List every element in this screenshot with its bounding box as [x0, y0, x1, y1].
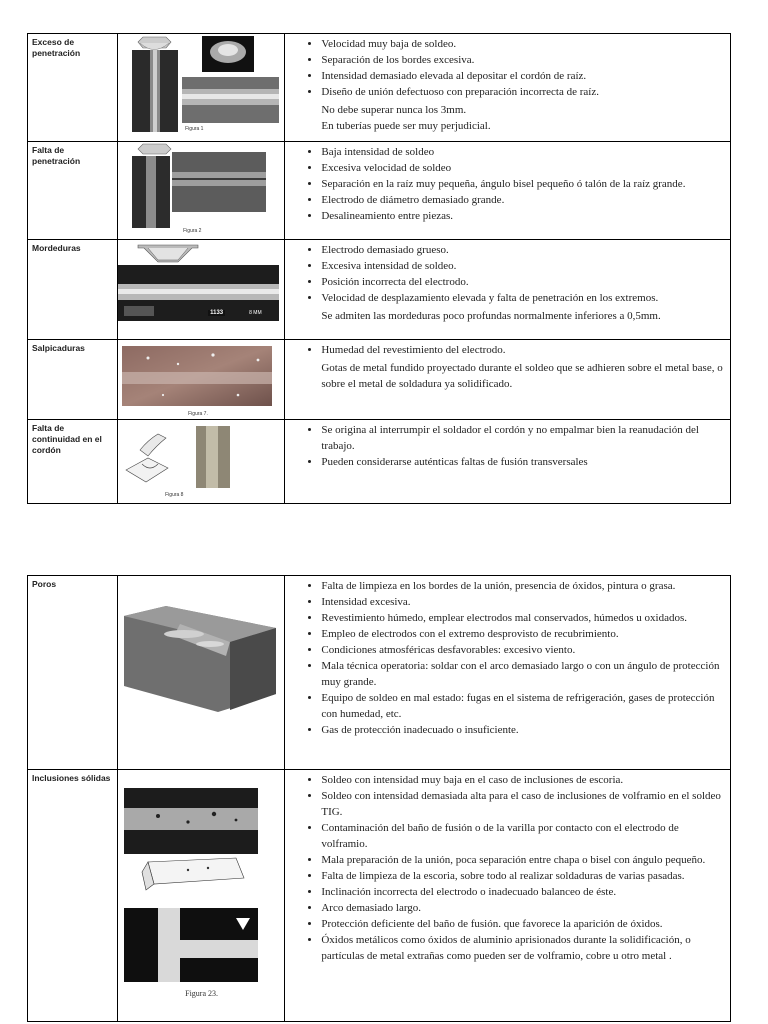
defect-label-cell	[28, 770, 118, 1022]
defect-image-cell	[118, 420, 285, 504]
defect-causes-cell	[285, 340, 731, 420]
lack-of-penetration-figure	[118, 142, 285, 240]
defect-label-cell	[28, 420, 118, 504]
cause-item: • Diseño de unión defectuoso con preparación incorrecta de raíz.	[321, 84, 726, 100]
cause-item: • Condiciones atmosféricas desfavorables: excesivo viento.	[321, 642, 726, 658]
defect-image-cell	[118, 576, 285, 770]
cause-item: • Separación en la raíz muy pequeña, ángulo bisel pequeño ó talón de la raíz grande.	[321, 176, 726, 192]
defect-name: Inclusiones sólidas	[32, 773, 111, 783]
cause-item: • Revestimiento húmedo, emplear electrodos mal conservados, húmedos u oxidados.	[321, 610, 726, 626]
causes-list	[285, 142, 730, 226]
cause-item: • Excesiva intensidad de soldeo.	[321, 258, 726, 274]
cause-item: • Velocidad de desplazamiento elevada y falta de penetración en los extremos.	[321, 290, 726, 306]
table-row	[28, 240, 731, 340]
defect-image-cell	[118, 770, 285, 1022]
defects-table-2	[27, 575, 731, 1022]
defect-name: Mordeduras	[32, 243, 81, 253]
note-text: En tuberías puede ser muy perjudicial.	[321, 120, 491, 132]
cause-item: • Óxidos metálicos como óxidos de aluminio aprisionados durante la solidificación, o partículas de metal extrañas como pueden ser de volframio, cobre u otro metal .	[321, 932, 726, 964]
cause-item: • Posición incorrecta del electrodo.	[321, 274, 726, 290]
defect-causes-cell	[285, 770, 731, 1022]
cause-item: • Equipo de soldeo en mal estado: fugas en el sistema de refrigeración, gases de protección con humedad, etc.	[321, 690, 726, 722]
image-label: 8 MM	[249, 310, 262, 316]
cause-item: • Arco demasiado largo.	[321, 900, 726, 916]
cause-item: • Empleo de electrodos con el extremo desprovisto de recubrimiento.	[321, 626, 726, 642]
defect-image-cell	[118, 142, 285, 240]
defects-table-1	[27, 33, 731, 504]
note-text: Gotas de metal fundido proyectado durante el soldeo que se adhieren sobre el metal base, o sobre el metal de soldadura ya solidificado.	[321, 362, 723, 390]
spatter-figure	[118, 340, 285, 420]
defect-name: Poros	[32, 579, 57, 589]
cause-item: • Mala preparación de la unión, poca separación entre chapa o bisel con ángulo pequeño.	[321, 852, 726, 868]
table-row	[28, 420, 731, 504]
cause-item: • Soldeo con intensidad demasiada alta para el caso de inclusiones de volframio en el soldeo TIG.	[321, 788, 726, 820]
causes-list	[285, 576, 730, 740]
cause-item: • Pueden considerarse auténticas faltas de fusión transversales	[321, 454, 726, 470]
cause-item: • Excesiva velocidad de soldeo	[321, 160, 726, 176]
cause-item: • Desalineamiento entre piezas.	[321, 208, 726, 224]
image-label: 1133	[210, 310, 224, 316]
table-row	[28, 340, 731, 420]
figure-caption: Figura 7.	[188, 411, 208, 417]
table-row	[28, 770, 731, 1022]
cause-item: • Gas de protección inadecuado o insuficiente.	[321, 722, 726, 738]
cause-item: • Intensidad excesiva.	[321, 594, 726, 610]
undercut-figure	[118, 240, 285, 340]
defect-causes-cell	[285, 34, 731, 142]
defect-name: Falta de continuidad en el cordón	[32, 423, 102, 455]
table-row	[28, 576, 731, 770]
cause-item: • Falta de limpieza de la escoria, sobre todo al realizar soldaduras de varias pasadas.	[321, 868, 726, 884]
cause-item: • Contaminación del baño de fusión o de la varilla por contacto con el electrodo de volframio.	[321, 820, 726, 852]
cause-item: • Falta de limpieza en los bordes de la unión, presencia de óxidos, pintura o grasa.	[321, 578, 726, 594]
defect-causes-cell	[285, 240, 731, 340]
note-text: No debe superar nunca los 3mm.	[321, 104, 467, 116]
defect-label-cell	[28, 340, 118, 420]
defect-label-cell	[28, 240, 118, 340]
defect-label-cell	[28, 34, 118, 142]
table-row	[28, 142, 731, 240]
defect-image-cell	[118, 240, 285, 340]
cause-item: • Se origina al interrumpir el soldador el cordón y no empalmar bien la reanudación del trabajo.	[321, 422, 726, 454]
defect-label-cell	[28, 576, 118, 770]
defect-causes-cell	[285, 576, 731, 770]
causes-list	[285, 240, 730, 308]
table-row	[28, 34, 731, 142]
solid-inclusions-figure	[118, 770, 285, 1000]
cause-item: • Electrodo demasiado grueso.	[321, 242, 726, 258]
bead-discontinuity-figure	[118, 420, 285, 504]
defect-name: Salpicaduras	[32, 343, 85, 353]
defect-name: Falta de penetración	[32, 145, 81, 166]
cause-item: • Soldeo con intensidad muy baja en el caso de inclusiones de escoria.	[321, 772, 726, 788]
causes-list	[285, 420, 730, 472]
cause-item: • Intensidad demasiado elevada al depositar el cordón de raíz.	[321, 68, 726, 84]
defect-image-cell	[118, 34, 285, 142]
defect-causes-cell	[285, 420, 731, 504]
cause-item: • Separación de los bordes excesiva.	[321, 52, 726, 68]
defect-name: Exceso de penetración	[32, 37, 81, 58]
cause-item: • Inclinación incorrecta del electrodo o inadecuado balanceo de éste.	[321, 884, 726, 900]
figure-caption: Figura 2	[183, 228, 202, 234]
cause-item: • Electrodo de diámetro demasiado grande.	[321, 192, 726, 208]
defect-label-cell	[28, 142, 118, 240]
causes-list	[285, 34, 730, 102]
defect-image-cell	[118, 340, 285, 420]
defect-causes-cell	[285, 142, 731, 240]
causes-list	[285, 340, 730, 360]
porosity-figure	[118, 576, 285, 770]
cause-item: • Protección deficiente del baño de fusión. que favorece la aparición de óxidos.	[321, 916, 726, 932]
figure-caption: Figura 1	[185, 126, 204, 132]
figure-caption: Figura 23.	[185, 989, 219, 998]
cause-item: • Humedad del revestimiento del electrodo.	[321, 342, 726, 358]
causes-list	[285, 770, 730, 966]
cause-item: • Velocidad muy baja de soldeo.	[321, 36, 726, 52]
figure-caption: Figura 8	[165, 492, 184, 498]
note-text: Se admiten las mordeduras poco profundas normalmente inferiores a 0,5mm.	[321, 310, 661, 322]
cause-item: • Mala técnica operatoria: soldar con el arco demasiado largo o con un ángulo de protección muy grande.	[321, 658, 726, 690]
cause-item: • Baja intensidad de soldeo	[321, 144, 726, 160]
